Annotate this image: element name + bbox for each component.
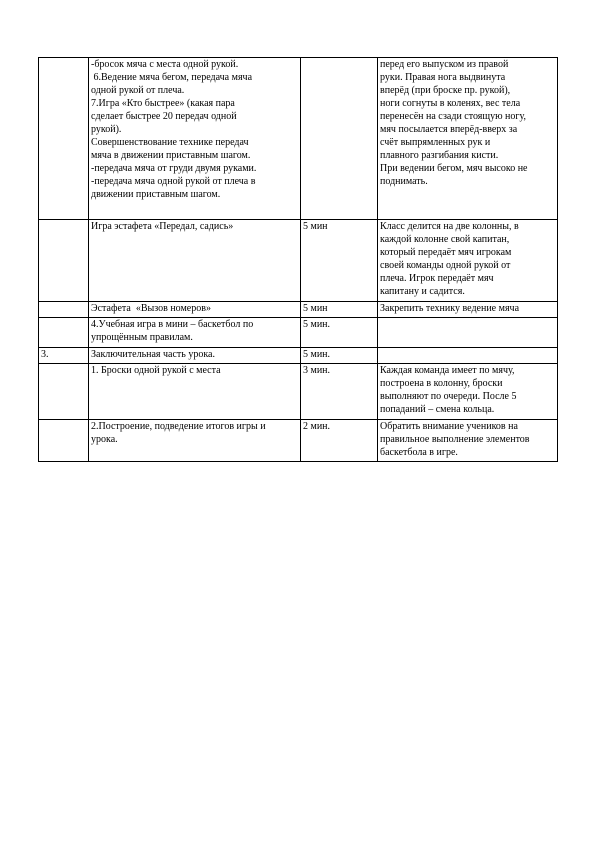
notes-line: мяч посылается вперёд-вверх за bbox=[380, 124, 518, 135]
cell-content bbox=[89, 302, 301, 318]
cell-time: 2 мин. bbox=[301, 420, 378, 462]
content-line: урока. bbox=[91, 434, 118, 445]
cell-number bbox=[39, 318, 89, 348]
table-row bbox=[39, 318, 558, 348]
cell-notes bbox=[378, 58, 558, 220]
cell-content bbox=[89, 58, 301, 220]
notes-line: поднимать. bbox=[380, 176, 428, 187]
notes-line: счёт выпрямленных рук и bbox=[380, 137, 491, 148]
cell-number bbox=[39, 58, 89, 220]
content-line: сделает быстрее 20 передач одной bbox=[91, 111, 237, 122]
notes-line: каждой колонне свой капитан, bbox=[380, 234, 510, 245]
notes-line: руки. Правая нога выдвинута bbox=[380, 72, 506, 83]
table-row bbox=[39, 220, 558, 302]
content-line: 7.Игра «Кто быстрее» (какая пара bbox=[91, 98, 235, 109]
cell-time: 3 мин. bbox=[301, 364, 378, 420]
notes-line: капитану и садится. bbox=[380, 286, 465, 297]
cell-content bbox=[89, 348, 301, 364]
cell-time: 5 мин bbox=[301, 220, 378, 302]
content-line: Заключительная часть урока. bbox=[91, 349, 215, 360]
notes-line: попаданий – смена кольца. bbox=[380, 404, 495, 415]
content-line: -передача мяча одной рукой от плеча в bbox=[91, 176, 256, 187]
content-line: 6.Ведение мяча бегом, передача мяча bbox=[91, 72, 253, 83]
content-line: Игра эстафета «Передал, садись» bbox=[91, 221, 234, 232]
content-line: одной рукой от плеча. bbox=[91, 85, 185, 96]
notes-line: плеча. Игрок передаёт мяч bbox=[380, 273, 494, 284]
notes-line: своей команды одной рукой от bbox=[380, 260, 511, 271]
cell-number bbox=[39, 420, 89, 462]
table-row bbox=[39, 348, 558, 364]
content-line: Эстафета «Вызов номеров» bbox=[91, 303, 211, 314]
cell-notes bbox=[378, 364, 558, 420]
cell-content bbox=[89, 220, 301, 302]
content-line: -передача мяча от груди двумя руками. bbox=[91, 163, 257, 174]
cell-notes bbox=[378, 302, 558, 318]
table-row bbox=[39, 420, 558, 462]
notes-line: При ведении бегом, мяч высоко не bbox=[380, 163, 528, 174]
content-line: упрощённым правилам. bbox=[91, 332, 193, 343]
cell-notes bbox=[378, 318, 558, 348]
notes-line: Обратить внимание учеников на bbox=[380, 421, 518, 432]
notes-line: ноги согнуты в коленях, вес тела bbox=[380, 98, 521, 109]
content-line: движении приставным шагом. bbox=[91, 189, 221, 200]
cell-notes bbox=[378, 220, 558, 302]
notes-line: который передаёт мяч игрокам bbox=[380, 247, 512, 258]
notes-line: Класс делится на две колонны, в bbox=[380, 221, 519, 232]
content-line: Совершенствование технике передач bbox=[91, 137, 249, 148]
notes-line: Закрепить технику ведение мяча bbox=[380, 303, 520, 314]
cell-notes bbox=[378, 348, 558, 364]
notes-line: плавного разгибания кисти. bbox=[380, 150, 499, 161]
notes-line: перенесён на сзади стоящую ногу, bbox=[380, 111, 527, 122]
cell-time: 5 мин. bbox=[301, 348, 378, 364]
notes-line: правильное выполнение элементов bbox=[380, 434, 530, 445]
cell-content bbox=[89, 420, 301, 462]
content-line: 2.Построение, подведение итогов игры и bbox=[91, 421, 266, 432]
content-line: рукой). bbox=[91, 124, 122, 135]
cell-time: 5 мин. bbox=[301, 318, 378, 348]
table-row bbox=[39, 364, 558, 420]
notes-line: выполняют по очереди. После 5 bbox=[380, 391, 517, 402]
content-line: мяча в движении приставным шагом. bbox=[91, 150, 251, 161]
content-line: 1. Броски одной рукой с места bbox=[91, 365, 221, 376]
cell-time: 5 мин bbox=[301, 302, 378, 318]
table-row bbox=[39, 302, 558, 318]
notes-line: перед его выпуском из правой bbox=[380, 59, 509, 70]
notes-line: вперёд (при броске пр. рукой), bbox=[380, 85, 511, 96]
content-line: -бросок мяча с места одной рукой. bbox=[91, 59, 239, 70]
cell-content bbox=[89, 318, 301, 348]
notes-line: баскетбола в игре. bbox=[380, 447, 458, 458]
cell-time bbox=[301, 58, 378, 220]
table-row bbox=[39, 58, 558, 220]
cell-number bbox=[39, 364, 89, 420]
table-body bbox=[39, 58, 558, 462]
cell-number bbox=[39, 220, 89, 302]
notes-line: построена в колонну, броски bbox=[380, 378, 503, 389]
cell-content bbox=[89, 364, 301, 420]
cell-number bbox=[39, 302, 89, 318]
content-line: 4.Учебная игра в мини – баскетбол по bbox=[91, 319, 254, 330]
lesson-plan-table bbox=[38, 57, 558, 462]
notes-line: Каждая команда имеет по мячу, bbox=[380, 365, 515, 376]
cell-number: 3. bbox=[39, 348, 89, 364]
cell-notes bbox=[378, 420, 558, 462]
